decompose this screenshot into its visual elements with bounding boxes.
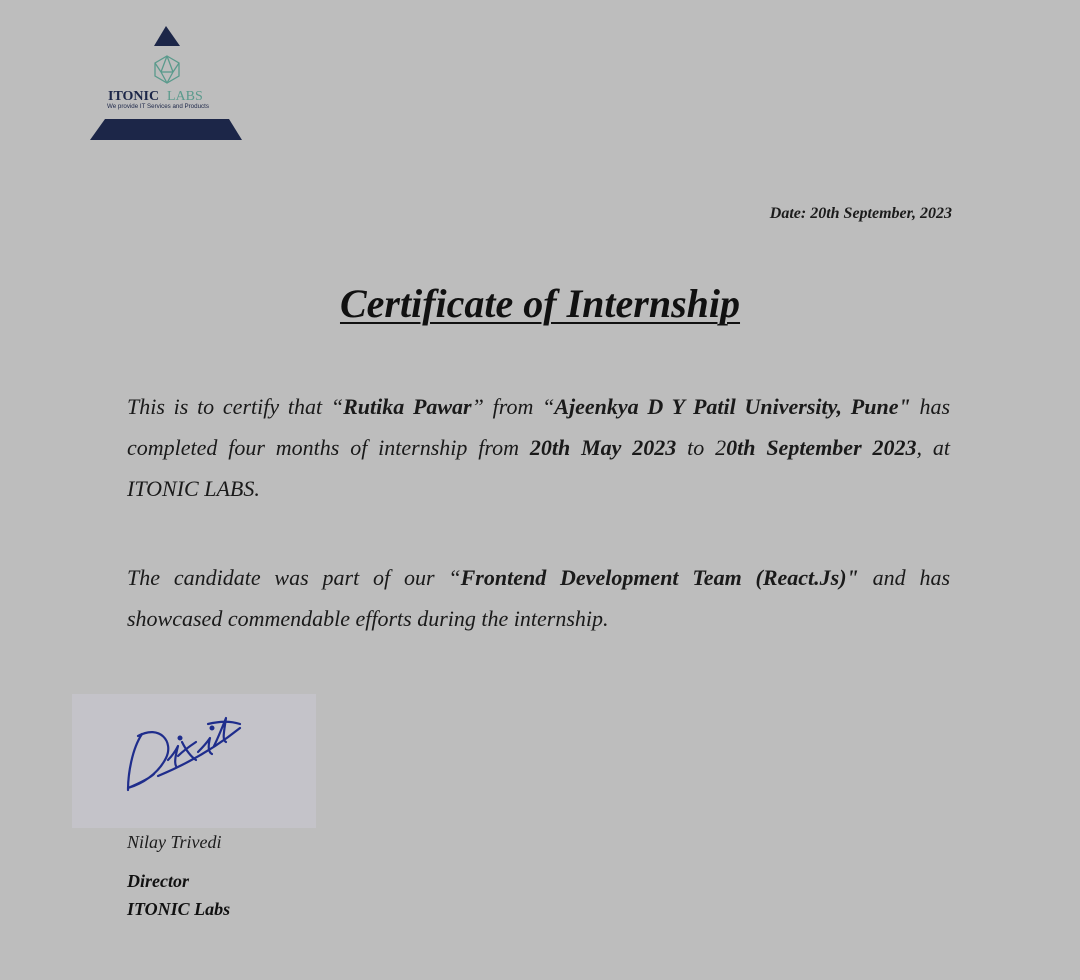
company-logo	[88, 24, 246, 144]
p1-text-1: This is to certify that “	[127, 394, 344, 419]
logo-top-triangle	[154, 26, 180, 46]
logo-geometric-icon	[155, 56, 179, 83]
p2-text-2: and has showcased commendable efforts during the internship.	[127, 565, 951, 631]
signer-block	[127, 867, 230, 923]
intern-name: Rutika Pawar	[343, 394, 472, 419]
logo-base-trapezoid	[90, 119, 242, 140]
start-date: 20th May 2023	[529, 435, 677, 460]
p2-text-1: The candidate was part of our “	[127, 565, 461, 590]
certificate-date: Date: 20th September, 2023	[769, 205, 952, 222]
signature-image	[72, 694, 316, 828]
signer-role: Director	[127, 871, 189, 891]
p1-text-3: has completed four months of internship from	[127, 394, 951, 460]
signer-name: Nilay Trivedi	[127, 832, 222, 852]
team-name: Frontend Development Team (React.Js)"	[460, 565, 859, 590]
team-paragraph	[127, 557, 950, 639]
p1-text-4: to 2	[676, 435, 727, 460]
signature-ink	[128, 718, 240, 790]
logo-name-secondary: LABS	[167, 89, 203, 104]
university-name: Ajeenkya D Y Patil University, Pune"	[554, 394, 911, 419]
p1-text-2: ” from “	[471, 394, 555, 419]
end-date: 0th September 2023	[726, 435, 917, 460]
certification-paragraph	[127, 386, 950, 509]
signer-company: ITONIC Labs	[127, 899, 231, 919]
logo-tagline: We provide IT Services and Products	[107, 103, 209, 110]
certificate-title: Certificate of Internship	[339, 281, 741, 326]
p1-text-5: , at ITONIC LABS.	[127, 435, 950, 501]
logo-name-primary: ITONIC	[108, 89, 160, 104]
